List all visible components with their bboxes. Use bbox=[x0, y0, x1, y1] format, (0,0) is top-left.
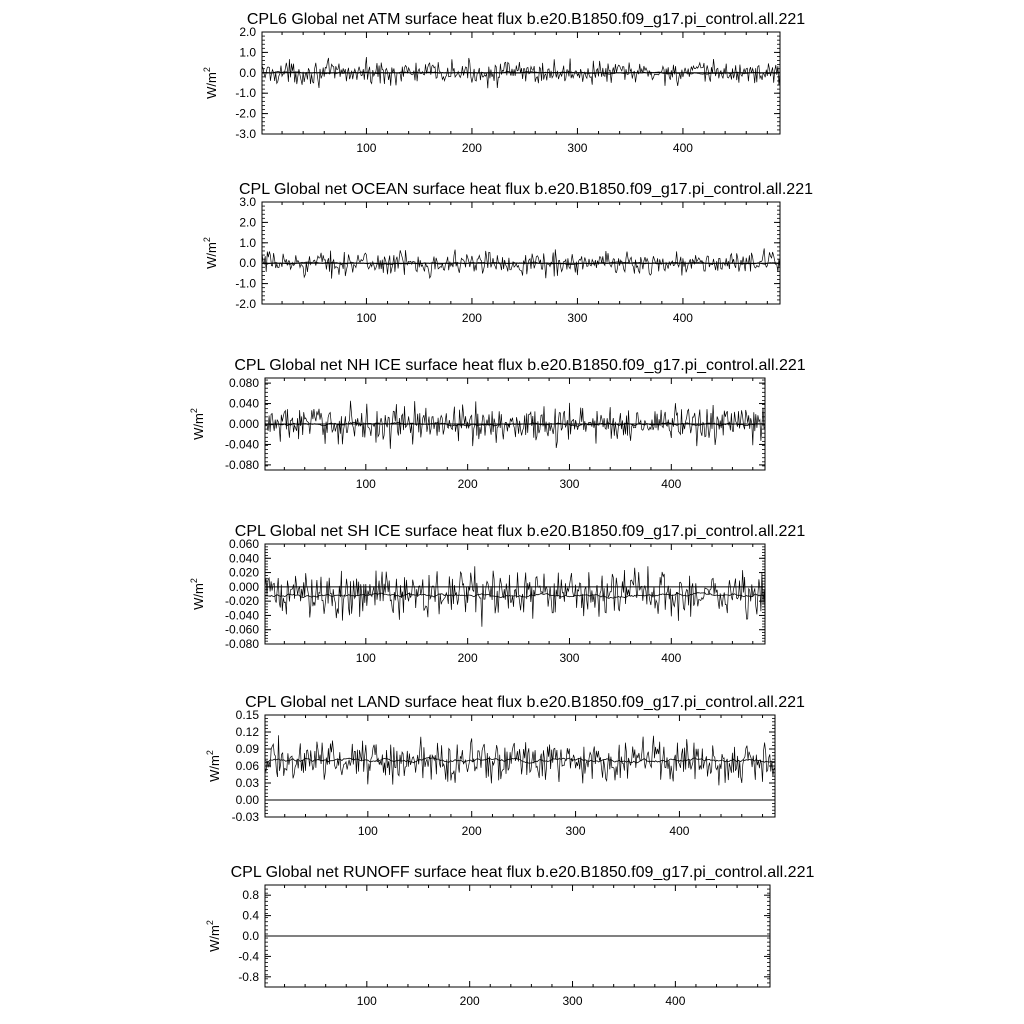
x-tick-label: 200 bbox=[461, 824, 482, 838]
y-tick-label: -0.4 bbox=[238, 949, 259, 964]
y-tick-label: -0.040 bbox=[224, 437, 259, 452]
panel-title: CPL Global net LAND surface heat flux b.e20.B1850.f09_g17.pi_control.all.221 bbox=[245, 694, 805, 711]
y-axis-title bbox=[189, 408, 206, 440]
x-tick-label: 100 bbox=[356, 311, 377, 325]
x-tick-label: 300 bbox=[567, 311, 588, 325]
plot-frame bbox=[262, 32, 780, 134]
y-tick-label: 0.060 bbox=[228, 537, 259, 551]
panel-title: CPL Global net OCEAN surface heat flux b.e20.B1850.f09_g17.pi_control.all.221 bbox=[239, 181, 813, 198]
y-axis-title bbox=[202, 67, 219, 99]
x-tick-label: 400 bbox=[669, 824, 690, 838]
x-tick-label: 100 bbox=[355, 651, 376, 665]
y-axis-title bbox=[205, 750, 222, 782]
panel-5 bbox=[205, 694, 805, 838]
x-tick-label: 100 bbox=[356, 994, 377, 1008]
x-tick-label: 300 bbox=[559, 651, 580, 665]
y-tick-label: -1.0 bbox=[235, 276, 256, 291]
y-tick-label: -1.0 bbox=[235, 86, 256, 101]
panel-1 bbox=[202, 11, 805, 155]
y-axis-title-unit: W/m bbox=[204, 72, 219, 99]
y-tick-label: 3.0 bbox=[239, 195, 256, 209]
y-axis-title-unit: W/m bbox=[191, 583, 206, 610]
x-tick-label: 400 bbox=[672, 141, 693, 155]
x-tick-label: 400 bbox=[665, 994, 686, 1008]
panel-6 bbox=[205, 864, 814, 1008]
y-tick-label: 0.12 bbox=[235, 725, 259, 739]
y-tick-label: -0.060 bbox=[224, 622, 259, 637]
y-tick-label: 0.0 bbox=[242, 929, 259, 943]
x-tick-label: 100 bbox=[355, 477, 376, 491]
y-axis-title-superscript: 2 bbox=[189, 408, 199, 414]
y-tick-label: 0.000 bbox=[228, 579, 259, 594]
y-axis-title-superscript: 2 bbox=[202, 67, 212, 73]
y-tick-label: 0.03 bbox=[235, 776, 259, 790]
panel-title: CPL6 Global net ATM surface heat flux b.e20.B1850.f09_g17.pi_control.all.221 bbox=[246, 11, 806, 28]
panel-title: CPL Global net SH ICE surface heat flux b.e20.B1850.f09_g17.pi_control.all.221 bbox=[234, 523, 806, 540]
y-tick-label: 0.15 bbox=[235, 708, 259, 722]
panel-title: CPL Global net NH ICE surface heat flux b.e20.B1850.f09_g17.pi_control.all.221 bbox=[234, 357, 806, 374]
y-tick-label: 2.0 bbox=[239, 215, 256, 230]
y-tick-label: 0.0 bbox=[239, 65, 256, 80]
y-tick-label: 1.0 bbox=[239, 45, 256, 60]
y-tick-label: 0.09 bbox=[235, 742, 259, 756]
panel-3 bbox=[189, 357, 806, 491]
x-tick-label: 200 bbox=[461, 311, 482, 325]
y-tick-label: -0.080 bbox=[224, 457, 259, 472]
y-tick-label: -2.0 bbox=[235, 297, 256, 311]
x-tick-label: 200 bbox=[459, 994, 480, 1008]
y-axis-title-unit: W/m bbox=[207, 755, 222, 782]
x-tick-label: 300 bbox=[562, 994, 583, 1008]
y-tick-label: 0.00 bbox=[235, 793, 259, 807]
y-axis-title bbox=[189, 578, 206, 610]
x-tick-label: 400 bbox=[672, 311, 693, 325]
y-tick-label: 0.0 bbox=[239, 256, 256, 271]
x-tick-label: 200 bbox=[457, 477, 478, 491]
panel-4 bbox=[189, 523, 805, 665]
y-tick-label: 1.0 bbox=[239, 235, 256, 250]
y-tick-label: 0.080 bbox=[228, 376, 259, 391]
y-axis-title-superscript: 2 bbox=[189, 578, 199, 584]
y-tick-label: 0.4 bbox=[242, 908, 259, 923]
y-axis-title-superscript: 2 bbox=[205, 920, 215, 926]
y-tick-label: -3.0 bbox=[235, 127, 256, 141]
plot-frame bbox=[265, 715, 775, 817]
y-axis-title-unit: W/m bbox=[191, 413, 206, 440]
y-tick-label: 0.020 bbox=[228, 565, 259, 580]
x-tick-label: 200 bbox=[457, 651, 478, 665]
y-axis-title-unit: W/m bbox=[204, 242, 219, 269]
x-tick-label: 300 bbox=[559, 477, 580, 491]
y-axis-title-superscript: 2 bbox=[205, 750, 215, 756]
x-tick-label: 100 bbox=[357, 824, 378, 838]
y-tick-label: 0.040 bbox=[228, 396, 259, 411]
y-axis-title bbox=[202, 237, 219, 269]
y-tick-label: -0.040 bbox=[224, 608, 259, 623]
panel-title: CPL Global net RUNOFF surface heat flux b.e20.B1850.f09_g17.pi_control.all.221 bbox=[230, 864, 815, 881]
series-line-monthly bbox=[265, 566, 765, 627]
x-tick-label: 300 bbox=[567, 141, 588, 155]
y-tick-label: -2.0 bbox=[235, 106, 256, 121]
x-tick-label: 100 bbox=[356, 141, 377, 155]
y-axis-title-superscript: 2 bbox=[202, 237, 212, 243]
y-tick-label: -0.8 bbox=[238, 969, 259, 984]
y-tick-label: 0.040 bbox=[228, 551, 259, 566]
y-tick-label: 0.06 bbox=[235, 759, 259, 773]
y-axis-title-unit: W/m bbox=[207, 925, 222, 952]
y-axis-title bbox=[205, 920, 222, 952]
x-tick-label: 200 bbox=[461, 141, 482, 155]
y-tick-label: -0.03 bbox=[231, 810, 259, 824]
panel-2 bbox=[202, 181, 813, 325]
x-tick-label: 400 bbox=[661, 477, 682, 491]
x-tick-label: 300 bbox=[565, 824, 586, 838]
y-tick-label: 2.0 bbox=[239, 25, 256, 39]
y-tick-label: -0.020 bbox=[224, 594, 259, 609]
plot-frame bbox=[262, 202, 780, 304]
x-tick-label: 400 bbox=[661, 651, 682, 665]
y-tick-label: 0.000 bbox=[228, 417, 259, 431]
y-tick-label: 0.8 bbox=[242, 888, 259, 903]
y-tick-label: -0.080 bbox=[224, 637, 259, 651]
